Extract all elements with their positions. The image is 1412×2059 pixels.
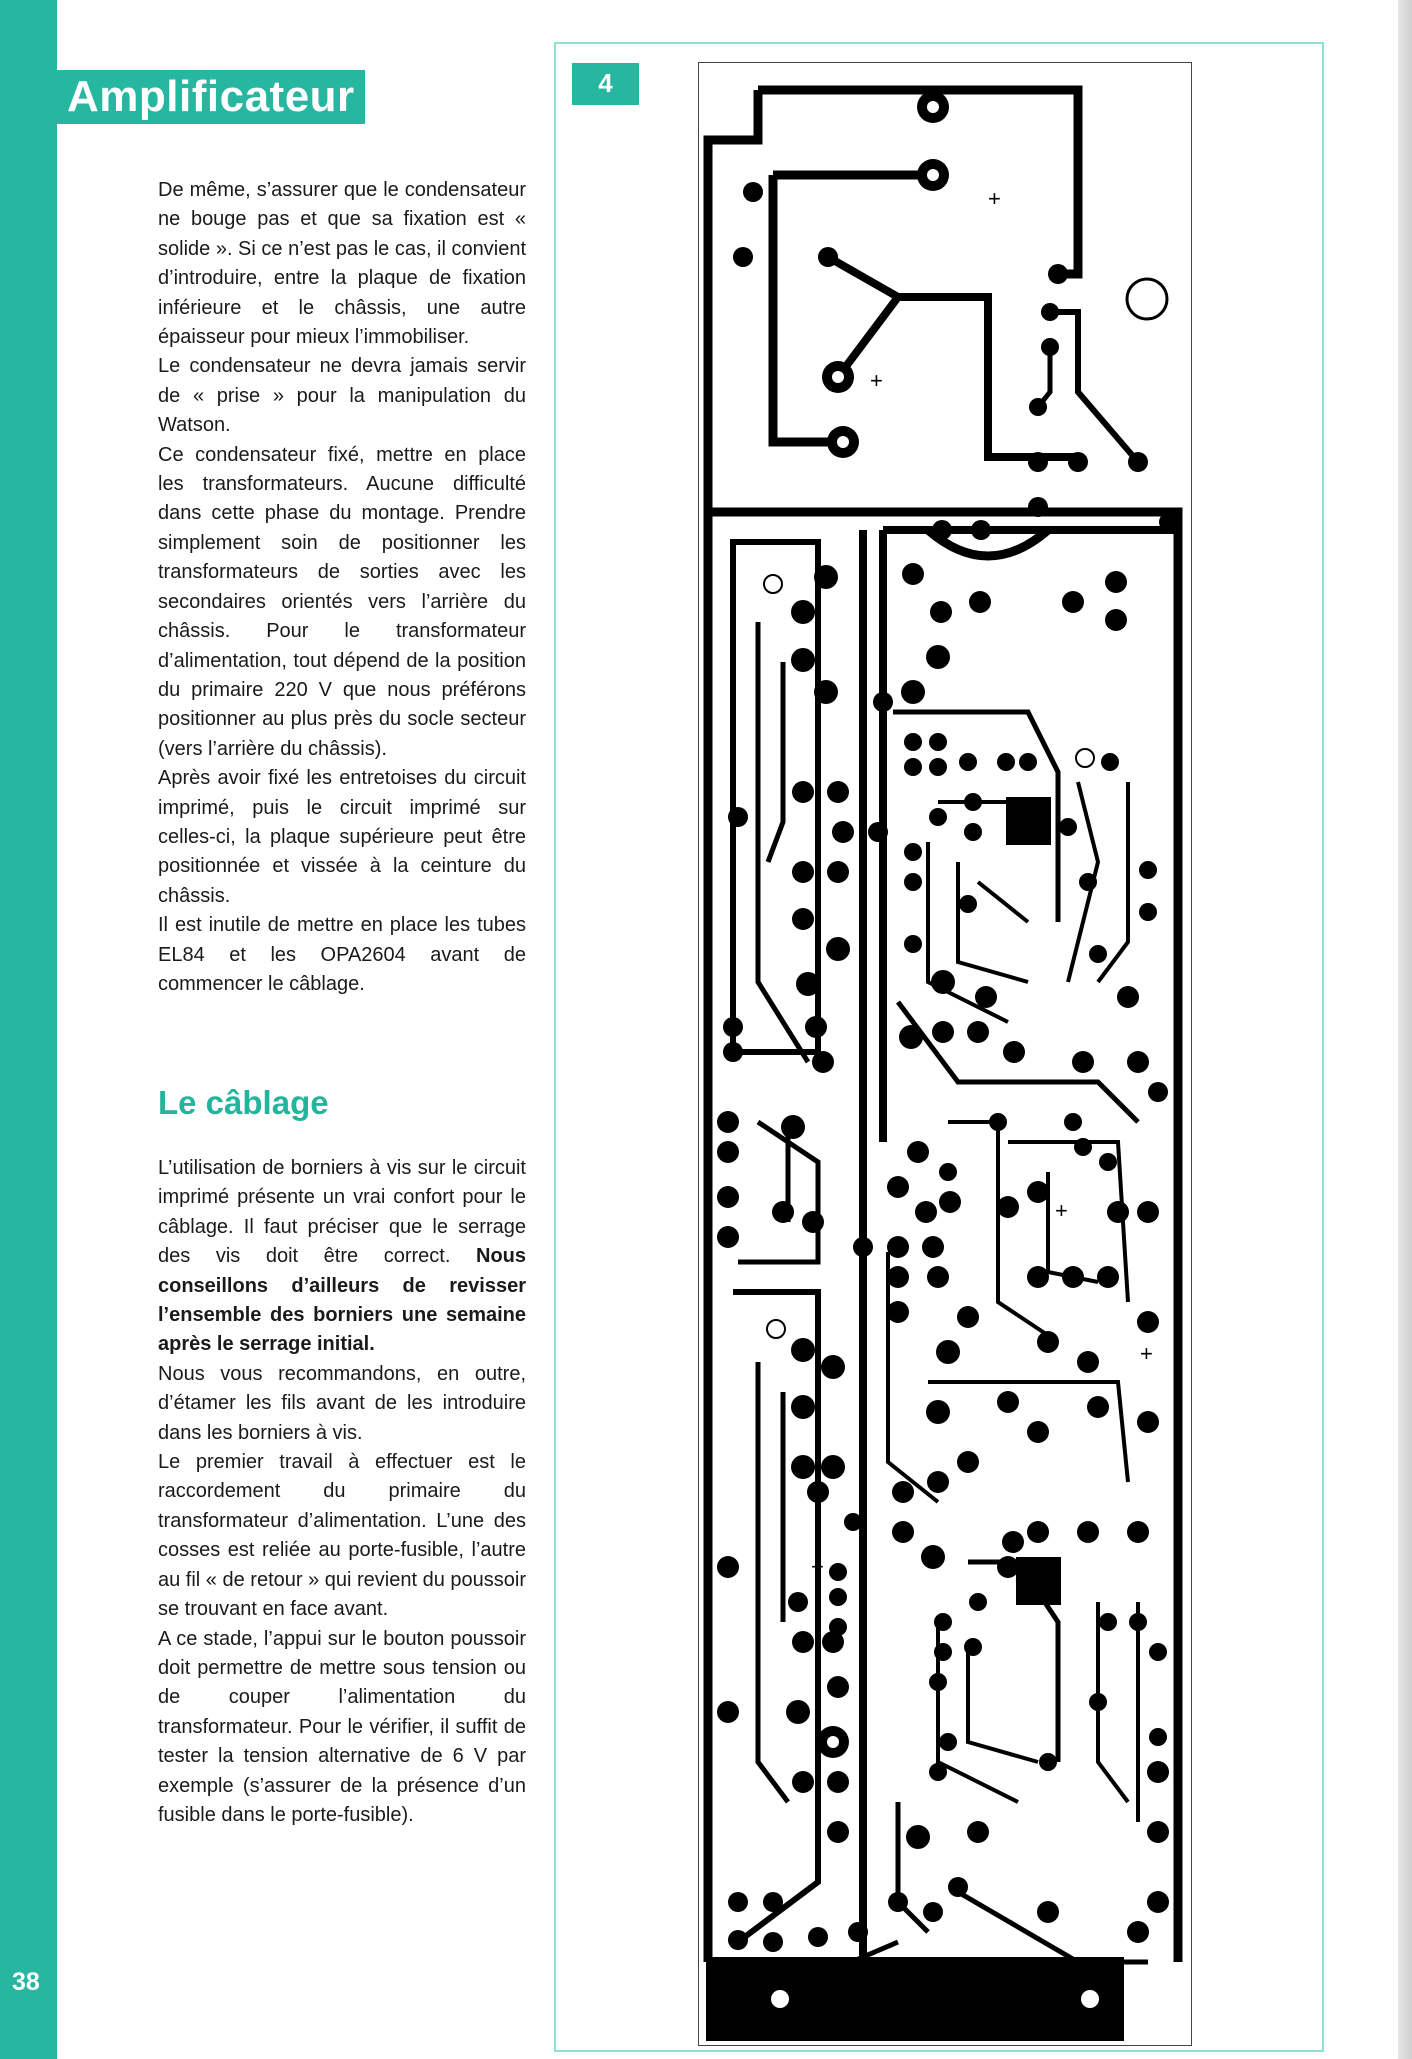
page-edge — [1398, 0, 1412, 2059]
section-heading: Le câblage — [158, 1084, 329, 1121]
paragraph: Le premier travail à effectuer est le raccordement du primaire du transformateur d’alimentation. L’une des cosses est reliée au porte-fusible, l’autre au fil « de retour » qui revient du poussoir se trouvant en face avant. — [158, 1451, 526, 1621]
paragraph: Il est inutile de mettre en place les tubes EL84 et les OPA2604 avant de commencer le câblage. — [158, 914, 526, 995]
mounting-hole — [1127, 279, 1167, 319]
page-number: 38 — [12, 1968, 40, 1996]
paragraph-text: L’utilisation de borniers à vis sur le circuit imprimé présente un vrai confort pour le câblage. Il faut préciser que le serrage des vis doit être correct. — [158, 1157, 526, 1268]
ic-pad — [1016, 1557, 1061, 1605]
paragraph-emphasis: Nous conseillons d’ailleurs de revisser l’ensemble des borniers une semaine après le serrage initial. — [158, 1245, 526, 1356]
paragraph: Le condensateur ne devra jamais servir de « prise » pour la manipulation du Watson. — [158, 355, 526, 437]
polarity-mark: + — [1055, 1198, 1068, 1223]
paragraph: Nous vous recommandons, en outre, d’étamer les fils avant de les introduire dans les borniers à vis. — [158, 1362, 526, 1444]
mounting-hole — [1076, 749, 1094, 767]
paragraph: A ce stade, l’appui sur le bouton poussoir doit permettre de mettre sous tension ou de couper l’alimentation du transformateur. Pour le vérifier, il suffit de tester la tension alternative de 6 V par exemple (s’assurer de la présence d’un fusible dans le porte-fusible). — [158, 1627, 526, 1826]
left-color-band — [0, 0, 57, 2059]
text-column-2 — [158, 1154, 526, 1830]
polarity-mark: + — [720, 1141, 733, 1166]
paragraph: Après avoir fixé les entretoises du circuit imprimé, puis le circuit imprimé sur celles-ci, la plaque supérieure peut être positionnée et vissée à la ceinture du châssis. — [158, 767, 526, 907]
mounting-hole — [764, 575, 782, 593]
ground-plane — [706, 1957, 1124, 2041]
paragraph: De même, s’assurer que le condensateur ne bouge pas et que sa fixation est « solide ». Si ce n’est pas le cas, il convient d’introduire, entre la plaque de fixation inférieure et le châssis, une autre épaisseur pour mieux l’immobiliser. — [158, 179, 526, 349]
pcb-layout-illustration — [698, 62, 1192, 2046]
paragraph — [158, 1154, 526, 1360]
polarity-mark: + — [811, 1554, 824, 1579]
figure-number: 4 — [572, 63, 639, 105]
text-column-1 — [158, 176, 526, 999]
mounting-hole — [771, 1990, 789, 2008]
ic-pad — [1006, 797, 1051, 845]
polarity-mark: + — [988, 186, 1001, 211]
page-title: Amplificateur — [57, 70, 365, 124]
mounting-hole — [767, 1320, 785, 1338]
mounting-hole — [1081, 1990, 1099, 2008]
polarity-mark: + — [1140, 1341, 1153, 1366]
paragraph: Ce condensateur fixé, mettre en place les transformateurs. Aucune difficulté dans cette phase du montage. Prendre simplement soin de positionner les transformateurs de sorties avec les secondaires orientés vers l’arrière du châssis. Pour le transformateur d’alimentation, tout dépend de la position du primaire 220 V que nous préférons positionner au plus près du socle secteur (vers l’arrière du châssis). — [158, 443, 526, 760]
polarity-mark: + — [870, 368, 883, 393]
